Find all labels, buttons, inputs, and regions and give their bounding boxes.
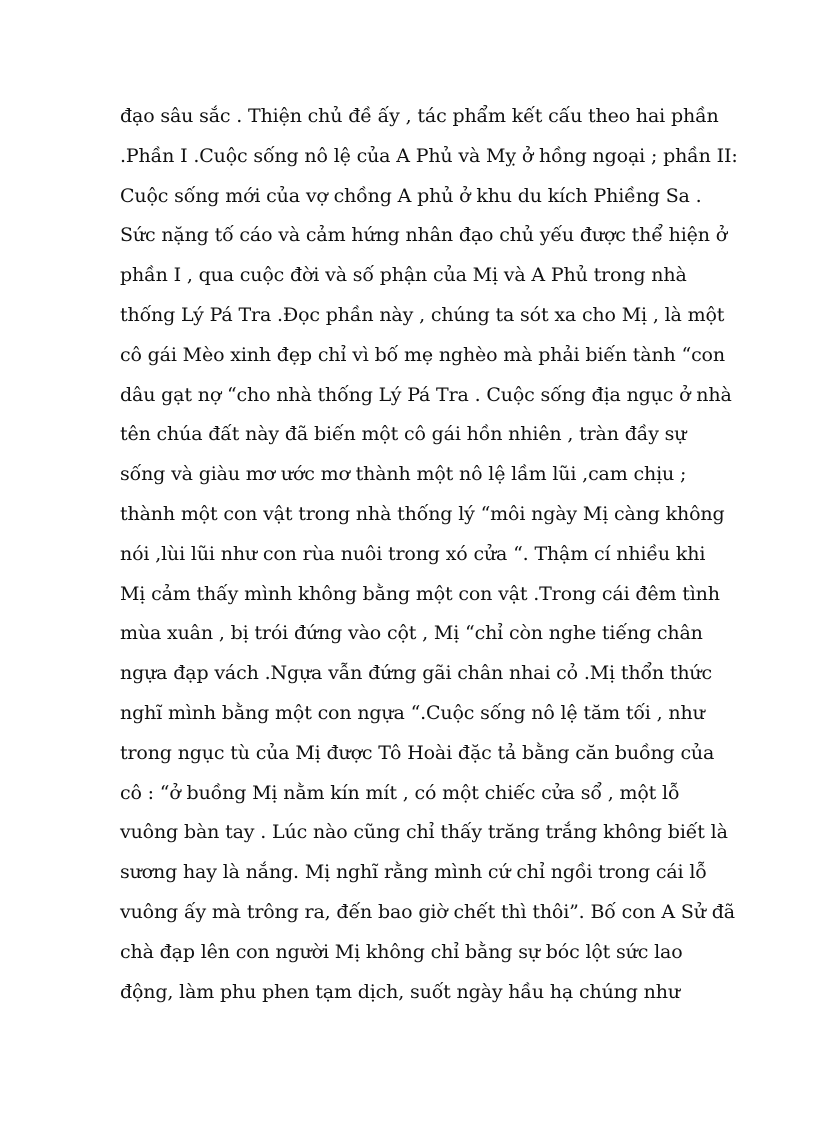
text-line: thành một con vật trong nhà thống lý “môi ngày Mị càng không (120, 502, 725, 525)
text-line: dâu gạt nợ “cho nhà thống Lý Pá Tra . Cuộc sống địa ngục ở nhà (120, 383, 732, 406)
text-line: mùa xuân , bị trói đứng vào cột , Mị “chỉ còn nghe tiếng chân (120, 622, 703, 645)
text-line: .Phần I .Cuộc sống nô lệ của A Phủ và Mỵ ở hồng ngoại ; phần II: (120, 144, 738, 167)
text-line: sương hay là nắng. Mị nghĩ rằng mình cứ chỉ ngồi trong cái lỗ (120, 861, 707, 884)
text-line: trong ngục tù của Mị được Tô Hoài đặc tả bằng căn buồng của (120, 741, 715, 764)
text-line: phần I , qua cuộc đời và số phận của Mị và A Phủ trong nhà (120, 264, 687, 287)
text-line: thống Lý Pá Tra .Đọc phần này , chúng ta sót xa cho Mị , là một (120, 303, 725, 326)
text-line: vuông ấy mà trông ra, đến bao giờ chết thì thôi”. Bố con A Sử đã (120, 900, 735, 923)
text-line: Mị cảm thấy mình không bằng một con vật .Trong cái đêm tình (120, 582, 720, 605)
text-line: đạo sâu sắc . Thiện chủ đề ấy , tác phẩm kết cấu theo hai phần (120, 105, 719, 127)
body-text (120, 97, 740, 1012)
text-line: vuông bàn tay . Lúc nào cũng chỉ thấy trăng trắng không biết là (120, 821, 728, 844)
text-line: Cuộc sống mới của vợ chồng A phủ ở khu du kích Phiềng Sa . (120, 184, 702, 207)
text-line: nói ,lùi lũi như con rùa nuôi trong xó cửa “. Thậm cí nhiều khi (120, 542, 706, 565)
text-line: Sức nặng tố cáo và cảm hứng nhân đạo chủ yếu được thể hiện ở (120, 224, 728, 247)
text-line: nghĩ mình bằng một con ngựa “.Cuộc sống nô lệ tăm tối , như (120, 701, 705, 724)
text-line: chà đạp lên con người Mị không chỉ bằng sự bóc lột sức lao (120, 940, 683, 963)
text-line: cô gái Mèo xinh đẹp chỉ vì bố mẹ nghèo mà phải biến tành “con (120, 343, 725, 366)
text-line: tên chúa đất này đã biến một cô gái hồn nhiên , tràn đầy sự (120, 423, 687, 446)
text-line: sống và giàu mơ ước mơ thành một nô lệ lầm lũi ,cam chịu ; (120, 463, 687, 486)
text-line: cô : “ở buồng Mị nằm kín mít , có một chiếc cửa sổ , một lỗ (120, 781, 680, 804)
text-line: động, làm phu phen tạm dịch, suốt ngày hầu hạ chúng như (120, 980, 680, 1003)
text-line: ngựa đạp vách .Ngựa vẫn đứng gãi chân nhai cỏ .Mị thổn thức (120, 662, 713, 685)
